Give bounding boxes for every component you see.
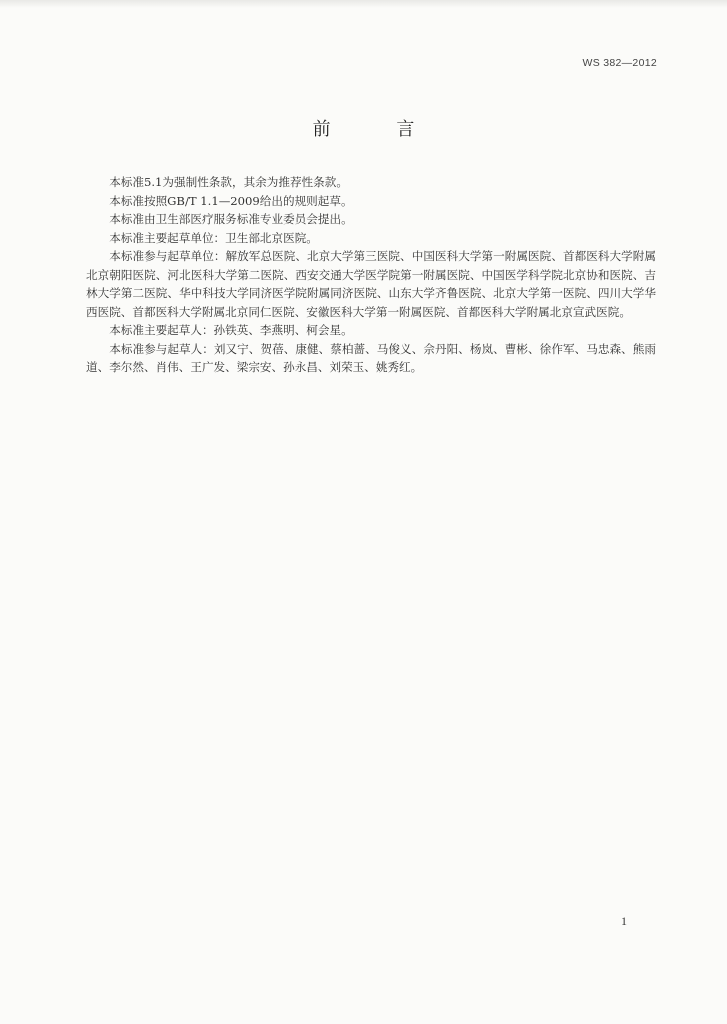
- paragraph-participating-drafters: 本标准参与起草人：刘又宁、贺蓓、康健、蔡柏蔷、马俊义、佘丹阳、杨岚、曹彬、徐作军、马忠森、熊雨道、李尔然、肖伟、王广发、梁宗安、孙永昌、刘荣玉、姚秀红。: [86, 341, 656, 374]
- paragraph-participating-units: 本标准参与起草单位：解放军总医院、北京大学第三医院、中国医科大学第一附属医院、首都医科大学附属北京朝阳医院、河北医科大学第二医院、西安交通大学医学院第一附属医院、中国医学科学院北京协和医院、吉林大学第二医院、华中科技大学同济医学院附属同济医院、山东大学齐鲁医院、北京大学第一医院、四川大学华西医院、首都医科大学附属北京同仁医院、安徽医科大学第一附属医院、首都医科大学附属北京宣武医院。: [86, 249, 656, 319]
- paragraph-main-drafting-unit: 本标准主要起草单位：卫生部北京医院。: [109, 230, 318, 245]
- page-edge-shadow: [0, 0, 727, 8]
- page-title: 前 言: [312, 119, 445, 140]
- standard-code: WS 382—2012: [582, 57, 657, 69]
- paragraph-drafting-rules: 本标准按照GB/T 1.1—2009给出的规则起草。: [109, 193, 353, 208]
- page-number: 1: [621, 914, 627, 928]
- foreword-body: [86, 173, 656, 377]
- paragraph-mandatory-clause: 本标准5.1为强制性条款，其余为推荐性条款。: [109, 175, 348, 189]
- paragraph-proposer: 本标准由卫生部医疗服务标准专业委员会提出。: [109, 212, 353, 226]
- paragraph-main-drafters: 本标准主要起草人：孙铁英、李燕明、柯会星。: [109, 323, 353, 337]
